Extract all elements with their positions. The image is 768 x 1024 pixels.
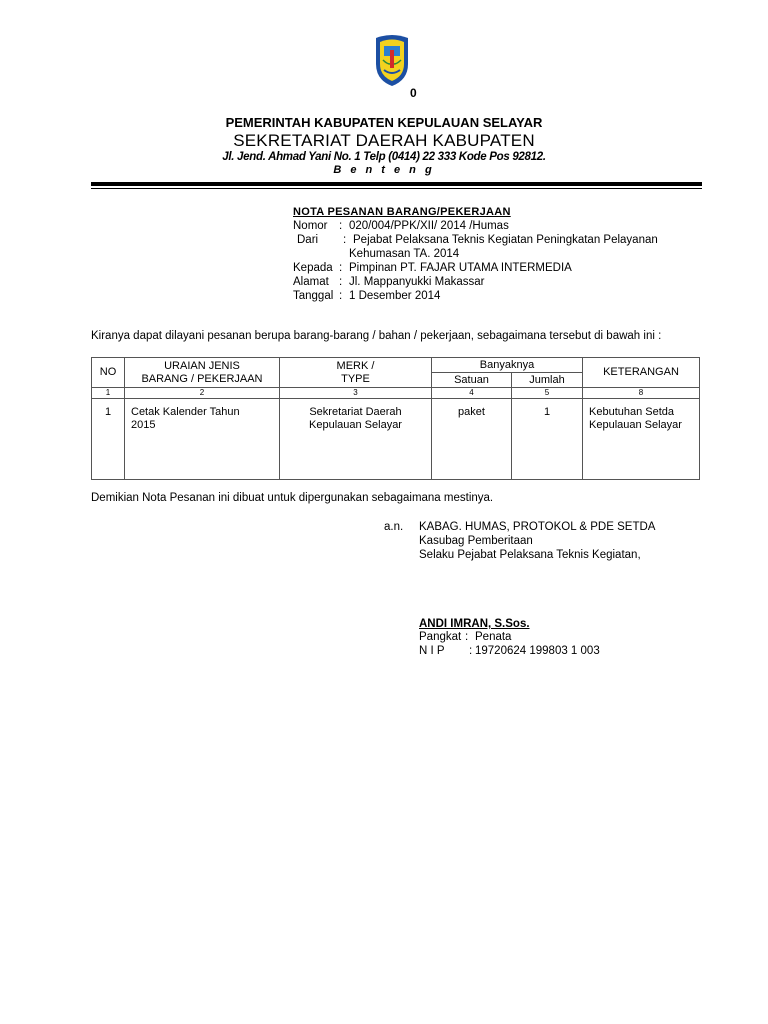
- intro-paragraph: Kiranya dapat dilayani pesanan berupa barang-barang / bahan / pekerjaan, sebagaimana tersebut di bawah ini :: [91, 330, 662, 342]
- field-label: Tanggal: [293, 290, 334, 302]
- column-number: 4: [432, 388, 512, 399]
- pangkat-colon: :: [465, 631, 469, 643]
- field-dari-continued: Kehumasan TA. 2014: [349, 248, 460, 260]
- header-jumlah: Jumlah: [512, 373, 583, 388]
- field-colon: :: [339, 220, 343, 232]
- office-address: Jl. Jend. Ahmad Yani No. 1 Telp (0414) 22 333 Kode Pos 92812.: [222, 151, 546, 163]
- field-dari: [297, 233, 658, 247]
- nip-value: 19720624 199803 1 003: [475, 645, 600, 657]
- table-header-row: [92, 358, 700, 373]
- header-uraian-line2: BARANG / PEKERJAAN: [141, 372, 263, 385]
- cell-merk: [280, 399, 432, 480]
- field-label: Dari: [297, 234, 319, 246]
- column-number: 3: [280, 388, 432, 399]
- field-value: Pimpinan PT. FAJAR UTAMA INTERMEDIA: [349, 262, 572, 274]
- header-rule-thin: [91, 188, 702, 189]
- field-kepada: [293, 261, 572, 275]
- cell-satuan: paket: [432, 399, 512, 480]
- pangkat-label: Pangkat: [419, 631, 462, 643]
- signature-title-line1: KABAG. HUMAS, PROTOKOL & PDE SETDA: [419, 521, 656, 533]
- signature-title-line2: Kasubag Pemberitaan: [419, 535, 533, 547]
- column-number: 1: [92, 388, 125, 399]
- column-number: 8: [583, 388, 700, 399]
- field-colon: :: [343, 234, 347, 246]
- cell-jumlah: 1: [512, 399, 583, 480]
- cell-merk-line1: Sekretariat Daerah: [309, 406, 402, 418]
- cell-merk-line2: Kepulauan Selayar: [309, 419, 402, 431]
- pangkat-value: Penata: [475, 631, 512, 643]
- field-label: Alamat: [293, 276, 329, 288]
- page-number: 0: [410, 86, 417, 100]
- header-banyaknya: Banyaknya: [432, 358, 583, 373]
- signer-pangkat: [419, 630, 511, 644]
- cell-uraian-line1: Cetak Kalender Tahun: [131, 406, 240, 418]
- cell-no: 1: [92, 399, 125, 480]
- field-label: Kepada: [293, 262, 333, 274]
- document-title: NOTA PESANAN BARANG/PEKERJAAN: [293, 206, 511, 218]
- regency-emblem-logo: [373, 34, 411, 88]
- field-nomor: [293, 219, 509, 233]
- nip-colon: :: [469, 645, 473, 657]
- header-keterangan: KETERANGAN: [583, 358, 700, 388]
- signature-title-line3: Selaku Pejabat Pelaksana Teknis Kegiatan,: [419, 549, 641, 561]
- header-merk-line2: TYPE: [341, 372, 370, 385]
- closing-paragraph: Demikian Nota Pesanan ini dibuat untuk dipergunakan sebagaimana mestinya.: [91, 492, 494, 504]
- column-number: 2: [125, 388, 280, 399]
- header-no: NO: [92, 358, 125, 388]
- field-alamat: [293, 275, 485, 289]
- field-value: 020/004/PPK/XII/ 2014 /Humas: [349, 220, 509, 232]
- header-uraian-line1: URAIAN JENIS: [164, 359, 240, 372]
- cell-uraian: [125, 399, 280, 480]
- header-merk-line1: MERK /: [336, 359, 375, 372]
- field-tanggal: [293, 289, 440, 303]
- signer-name: ANDI IMRAN, S.Sos.: [419, 618, 530, 630]
- field-label: Nomor: [293, 220, 328, 232]
- cell-keterangan: [583, 399, 700, 480]
- field-value: 1 Desember 2014: [349, 290, 441, 302]
- cell-keterangan-line1: Kebutuhan Setda: [589, 406, 675, 418]
- office-city: B e n t e n g: [333, 164, 435, 176]
- table-row: [92, 399, 700, 480]
- office-name: SEKRETARIAT DAERAH KABUPATEN: [233, 131, 535, 150]
- field-colon: :: [339, 262, 343, 274]
- header-merk: [280, 358, 432, 388]
- header-rule-thick: [91, 182, 702, 186]
- field-colon: :: [339, 290, 343, 302]
- order-items-table: [91, 357, 700, 480]
- cell-keterangan-line2: Kepulauan Selayar: [589, 419, 682, 431]
- column-number: 5: [512, 388, 583, 399]
- nip-label: N I P: [419, 645, 445, 657]
- header-satuan: Satuan: [432, 373, 512, 388]
- field-colon: :: [339, 276, 343, 288]
- field-value: Jl. Mappanyukki Makassar: [349, 276, 485, 288]
- cell-uraian-line2: 2015: [131, 419, 156, 431]
- signer-nip: [419, 644, 600, 658]
- field-value: Pejabat Pelaksana Teknis Kegiatan Peningkatan Pelayanan: [353, 234, 658, 246]
- column-number-row: [92, 388, 700, 399]
- header-uraian: [125, 358, 280, 388]
- government-name: PEMERINTAH KABUPATEN KEPULAUAN SELAYAR: [225, 115, 543, 130]
- signature-an: a.n.: [384, 521, 404, 533]
